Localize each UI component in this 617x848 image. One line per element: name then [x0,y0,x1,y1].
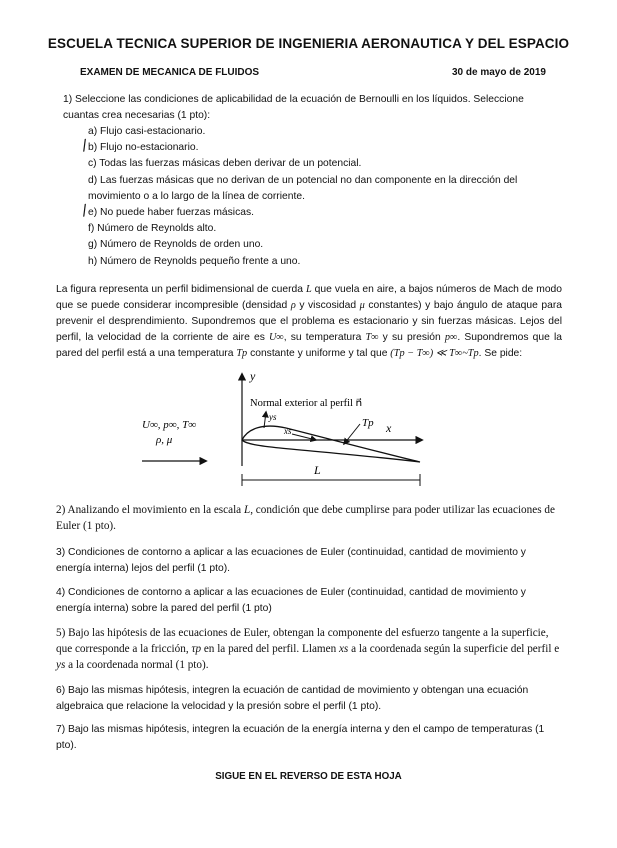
question-7: 7) Bajo las mismas hipótesis, integren la ecuación de la energía interna y den el campo de temperaturas (1 pto). [56,724,545,751]
airfoil-profile [242,426,420,462]
freestream-properties: ρ, μ [156,434,173,446]
question-1-prompt: 1) Seleccione las condiciones de aplicabilidad de la ecuación de Bernoulli en los líquidos. Seleccione cuantas crea necesarias (1 pto): [63,94,524,121]
exam-title: EXAMEN DE MECANICA DE FLUIDOS [80,67,260,78]
option-text: a) Flujo casi-estacionario. [88,126,206,137]
option-text: e) No puede haber fuerzas másicas. [88,207,254,219]
xs-label: xs [284,426,292,436]
option-item [88,254,564,270]
option-item [88,124,564,140]
option-text: h) Número de Reynolds pequeño frente a uno. [88,255,301,267]
normal-vector-label: Normal exterior al perfil n⃗ [250,398,363,409]
strike-mark: / [80,135,89,155]
option-item [88,173,564,205]
problem-statement: La figura representa un perfil bidimensional de cuerda L que vuela en aire, a bajos números de Mach de modo que se puede considerar incompresible (densidad ρ y viscosidad μ constantes) y bajo ángulo de ataque para prevenir el desprendimiento. Supondremos que el problema es estacionario y sin fuerzas másicas. Lejos del perfil, la velocidad de la corriente de aire es U∞, su temperatura T∞ y su presión p∞. Supondremos que la pared del perfil está a una temperatura Tp constante y uniforme y tal que (Tp − T∞) ≪ T∞~Tp. Se pide: [56,284,562,359]
strike-mark: / [80,200,89,220]
option-text: c) Todas las fuerzas másicas deben derivar de un potencial. [88,158,362,170]
option-item [88,156,564,172]
option-text: f) Número de Reynolds alto. [88,223,217,235]
option-item [88,237,564,253]
option-item [80,135,564,156]
chord-label: L [314,463,321,477]
option-text: b) Flujo no-estacionario. [88,142,199,154]
option-text: g) Número de Reynolds de orden uno. [88,239,264,251]
tp-arrow [344,424,360,444]
x-axis-label: x [386,421,392,435]
footer-note: SIGUE EN EL REVERSO DE ESTA HOJA [215,771,402,782]
exam-date: 30 de mayo de 2019 [452,67,546,78]
question-6: 6) Bajo las mismas hipótesis, integren la ecuación de cantidad de movimiento y obtengan una ecuación algebraica que relacione la velocidad y la presión sobre el perfil (1 pto). [56,685,529,712]
question-1-options [80,124,564,270]
option-text: d) Las fuerzas másicas que no derivan de un potencial no dan componente en la dirección del movimiento o a lo largo de la línea de corriente. [88,174,518,202]
tp-label: Tp [362,417,374,429]
question-4: 4) Condiciones de contorno a aplicar a las ecuaciones de Euler (continuidad, cantidad de movimiento y energía interna) sobre la pared del perfil (1 pto) [56,587,526,614]
option-item [88,221,564,237]
option-item [80,200,564,221]
question-2: 2) Analizando el movimiento en la escala L, condición que debe cumplirse para poder utilizar las ecuaciones de Euler (1 pto). [56,504,555,532]
question-5: 5) Bajo las hipótesis de las ecuaciones de Euler, obtengan la componente del esfuerzo tangente a la superficie, que corresponde a la fricción, τp en la pared del perfil. Llamen xs a la coordenada según la superficie del perfil e ys a la coordenada normal (1 pto). [56,627,560,671]
question-3: 3) Condiciones de contorno a aplicar a las ecuaciones de Euler (continuidad, cantidad de movimiento y energía interna) lejos del perfil (1 pto). [56,547,526,574]
ys-label: ys [269,412,277,422]
freestream-conditions: U∞, p∞, T∞ [142,419,197,431]
y-axis-label: y [250,369,256,383]
school-title: ESCUELA TECNICA SUPERIOR DE INGENIERIA AERONAUTICA Y DEL ESPACIO [47,36,570,51]
airfoil-figure [130,368,430,496]
